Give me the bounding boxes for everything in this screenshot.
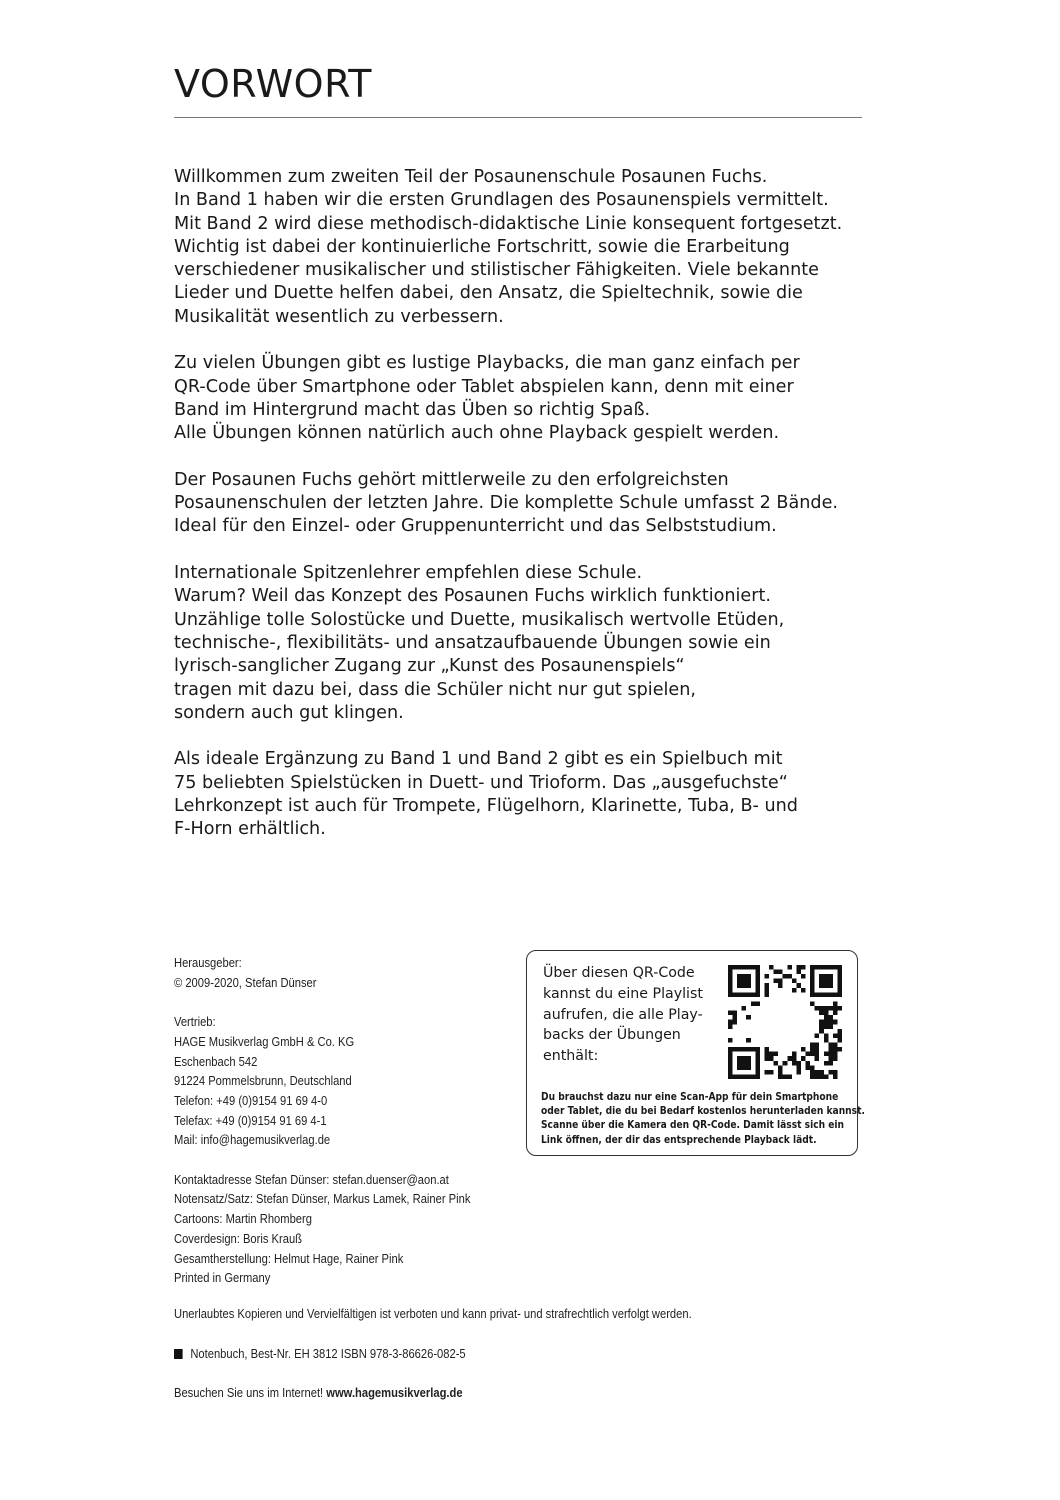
visit-label: Besuchen Sie uns im Internet! xyxy=(174,1385,324,1400)
imprint-line: Kontaktadresse Stefan Dünser: stefan.duenser@aon.at xyxy=(174,1171,449,1187)
qr-description xyxy=(543,963,718,1067)
text-line: Ideal für den Einzel- oder Gruppenunterricht und das Selbststudium. xyxy=(174,516,777,537)
imprint-line: 91224 Pommelsbrunn, Deutschland xyxy=(174,1073,352,1089)
imprint-line: Printed in Germany xyxy=(174,1270,271,1286)
foreword-paragraph xyxy=(174,469,874,539)
text-line: In Band 1 haben wir die ersten Grundlagen des Posaunenspiels vermittelt. xyxy=(174,190,829,211)
qr-text-line: Über diesen QR-Code xyxy=(543,965,695,981)
text-line: Der Posaunen Fuchs gehört mittlerweile zu den erfolgreichsten xyxy=(174,469,729,490)
qr-info-box xyxy=(526,950,865,1156)
distribution-block xyxy=(174,1012,466,1150)
text-line: Lehrkonzept ist auch für Trompete, Flügelhorn, Klarinette, Tuba, B- und xyxy=(174,796,798,817)
credits-block xyxy=(174,1170,471,1288)
text-line: tragen mit dazu bei, dass die Schüler nicht nur gut spielen, xyxy=(174,679,696,700)
imprint-line: Vertrieb: xyxy=(174,1014,216,1030)
copyright-notice: Unerlaubtes Kopieren und Vervielfältigen ist verboten und kann privat- und strafrechtlich verfolgt werden. xyxy=(174,1306,692,1321)
text-line: sondern auch gut klingen. xyxy=(174,702,404,723)
text-line: verschiedener musikalischer und stilistischer Fähigkeiten. Viele bekannte xyxy=(174,260,819,281)
qr-text-line: backs der Übungen xyxy=(543,1027,681,1044)
imprint-line: Eschenbach 542 xyxy=(174,1053,258,1069)
text-line: 75 beliebten Spielstücken in Duett- und Trioform. Das „ausgefuchste“ xyxy=(174,772,788,793)
foreword-body xyxy=(174,166,874,865)
text-line: Alle Übungen können natürlich auch ohne Playback gespielt werden. xyxy=(174,423,780,444)
imprint-line: Gesamtherstellung: Helmut Hage, Rainer Pink xyxy=(174,1250,404,1266)
website-link[interactable]: www.hagemusikverlag.de xyxy=(326,1385,463,1400)
text-line: Lieder und Duette helfen dabei, den Ansatz, die Spieltechnik, sowie die xyxy=(174,283,803,304)
text-line: technische-, flexibilitäts- und ansatzaufbauende Übungen sowie ein xyxy=(174,632,771,653)
qr-small-line: Du brauchst dazu nur eine Scan-App für dein Smartphone xyxy=(541,1091,839,1103)
text-line: QR-Code über Smartphone oder Tablet abspielen kann, denn mit einer xyxy=(174,376,794,397)
qr-code-icon[interactable] xyxy=(728,965,842,1079)
foreword-paragraph xyxy=(174,166,874,329)
square-bullet-icon xyxy=(174,1349,183,1359)
text-line: F-Horn erhältlich. xyxy=(174,819,326,840)
qr-small-line: oder Tablet, die du bei Bedarf kostenlos herunterladen kannst. xyxy=(541,1105,865,1118)
website-line xyxy=(174,1385,793,1400)
imprint xyxy=(174,953,471,1308)
text-line: Warum? Weil das Konzept des Posaunen Fuchs wirklich funktioniert. xyxy=(174,586,771,607)
text-line: Als ideale Ergänzung zu Band 1 und Band 2 gibt es ein Spielbuch mit xyxy=(174,749,783,770)
qr-instructions xyxy=(541,1090,865,1147)
text-line: Internationale Spitzenlehrer empfehlen diese Schule. xyxy=(174,563,643,584)
qr-small-line: Scanne über die Kamera den QR-Code. Damit lässt sich ein xyxy=(541,1119,845,1132)
title-divider xyxy=(174,117,862,118)
order-info-text: Notenbuch, Best-Nr. EH 3812 ISBN 978-3-86626-082-5 xyxy=(190,1346,466,1361)
foreword-paragraph xyxy=(174,562,874,725)
page-title: VORWORT xyxy=(174,62,372,106)
foreword-paragraph xyxy=(174,352,874,445)
text-line: Band im Hintergrund macht das Üben so richtig Spaß. xyxy=(174,399,651,420)
order-info xyxy=(174,1346,793,1361)
imprint-line: Herausgeber: xyxy=(174,955,242,970)
text-line: Unzählige tolle Solostücke und Duette, musikalisch wertvolle Etüden, xyxy=(174,609,785,630)
imprint-line: Cartoons: Martin Rhomberg xyxy=(174,1211,312,1227)
text-line: Wichtig ist dabei der kontinuierliche Fortschritt, sowie die Erarbeitung xyxy=(174,236,790,257)
text-line: Musikalität wesentlich zu verbessern. xyxy=(174,306,504,327)
text-line: Zu vielen Übungen gibt es lustige Playbacks, die man ganz einfach per xyxy=(174,353,800,374)
qr-text-line: enthält: xyxy=(543,1048,599,1065)
imprint-line: © 2009-2020, Stefan Dünser xyxy=(174,974,317,990)
imprint-line: Telefon: +49 (0)9154 91 69 4-0 xyxy=(174,1092,328,1108)
qr-small-line: Link öffnen, der dir das entsprechende Playback lädt. xyxy=(541,1133,817,1146)
text-line: Willkommen zum zweiten Teil der Posaunenschule Posaunen Fuchs. xyxy=(174,167,768,187)
qr-text-line: aufrufen, die alle Play- xyxy=(543,1006,703,1023)
text-line: Posaunenschulen der letzten Jahre. Die komplette Schule umfasst 2 Bände. xyxy=(174,493,838,514)
imprint-line: Mail: info@hagemusikverlag.de xyxy=(174,1132,331,1148)
publisher-block xyxy=(174,953,466,992)
text-line: Mit Band 2 wird diese methodisch-didaktische Linie konsequent fortgesetzt. xyxy=(174,213,843,234)
foreword-paragraph xyxy=(174,748,874,841)
imprint-line: HAGE Musikverlag GmbH & Co. KG xyxy=(174,1033,355,1049)
imprint-line: Notensatz/Satz: Stefan Dünser, Markus Lamek, Rainer Pink xyxy=(174,1191,471,1207)
text-line: lyrisch-sanglicher Zugang zur „Kunst des Posaunenspiels“ xyxy=(174,656,685,677)
imprint-line: Coverdesign: Boris Krauß xyxy=(174,1230,303,1246)
qr-text-line: kannst du eine Playlist xyxy=(543,985,703,1002)
imprint-line: Telefax: +49 (0)9154 91 69 4-1 xyxy=(174,1112,327,1128)
